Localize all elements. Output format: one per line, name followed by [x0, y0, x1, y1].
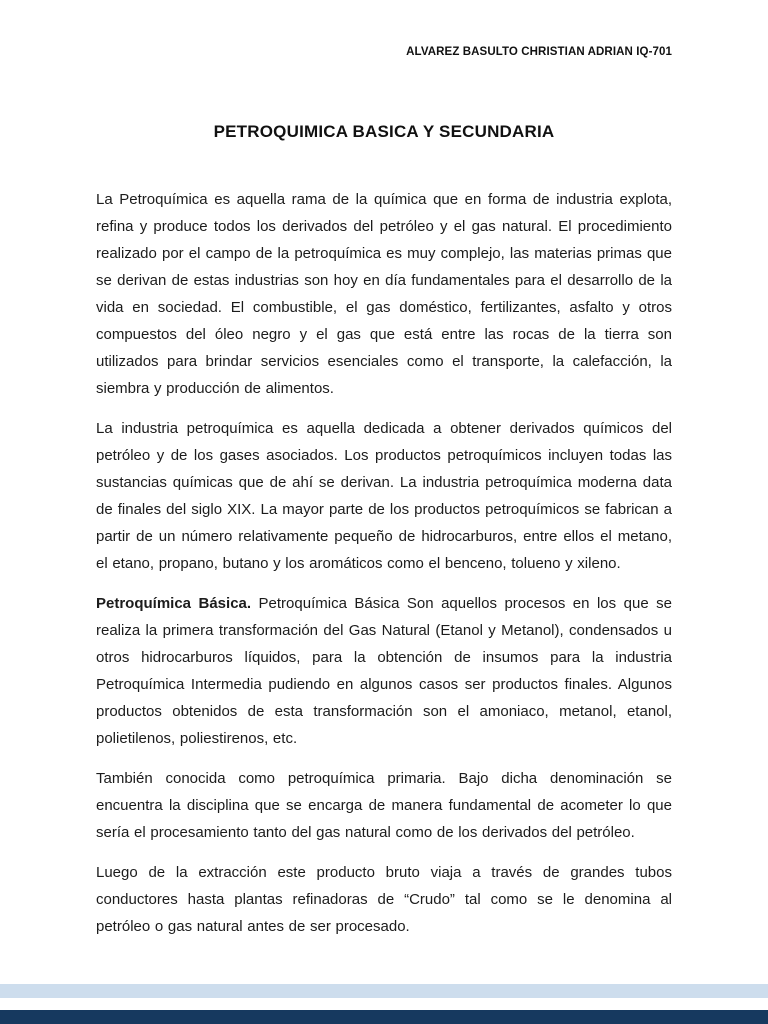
- stripe-dark-blue: [0, 1010, 768, 1024]
- document-title: PETROQUIMICA BASICA Y SECUNDARIA: [213, 122, 555, 141]
- page-header: [96, 46, 672, 58]
- stripe-white: [0, 998, 768, 1010]
- paragraph-petroquimica-basica: [96, 590, 672, 752]
- paragraph-extraccion: Luego de la extracción este producto bruto viaja a través de grandes tubos conductores hasta plantas refinadoras de “Crudo” tal como se le denomina al petróleo o gas natural antes de ser procesado.: [96, 864, 672, 935]
- paragraph-intro: La Petroquímica es aquella rama de la química que en forma de industria explota, refina y produce todos los derivados del petróleo y el gas natural. El procedimiento realizado por el campo de la petroquímica es muy complejo, las materias primas que se derivan de estas industrias son hoy en día fundamentales para el desarrollo de la vida en sociedad. El combustible, el gas doméstico, fertilizantes, asfalto y otros compuestos del óleo negro y el gas que está entre las rocas de la tierra son utilizados para brindar servicios esenciales como el transporte, la calefacción, la siembra y producción de alimentos.: [96, 191, 672, 397]
- author-name: ALVAREZ BASULTO CHRISTIAN ADRIAN IQ-701: [406, 46, 672, 58]
- paragraph-primaria: También conocida como petroquímica primaria. Bajo dicha denominación se encuentra la disciplina que se encarga de manera fundamental de acometer lo que sería el procesamiento tanto del gas natural como de los derivados del petróleo.: [96, 770, 672, 841]
- paragraph-industry: La industria petroquímica es aquella dedicada a obtener derivados químicos del petróleo y de los gases asociados. Los productos petroquímicos incluyen todas las sustancias químicas que de ahí se derivan. La industria petroquímica moderna data de finales del siglo XIX. La mayor parte de los productos petroquímicos se fabrican a partir de un número relativamente pequeño de hidrocarburos, entre ellos el metano, el etano, propano, butano y los aromáticos como el benceno, tolueno y xileno.: [96, 420, 672, 572]
- paragraph-text: Petroquímica Básica Son aquellos procesos en los que se realiza la primera transformación del Gas Natural (Etanol y Metanol), condensados u otros hidrocarburos líquidos, para la obtención de insumos para la industria Petroquímica Intermedia pudiendo en algunos casos ser productos finales. Algunos productos obtenidos de esta transformación son el amoniaco, metanol, etanol, polietilenos, poliestirenos, etc.: [96, 595, 672, 747]
- stripe-light-blue: [0, 984, 768, 998]
- page-bottom-edge: [0, 984, 768, 1024]
- paragraph-lead: Petroquímica Básica.: [96, 595, 259, 612]
